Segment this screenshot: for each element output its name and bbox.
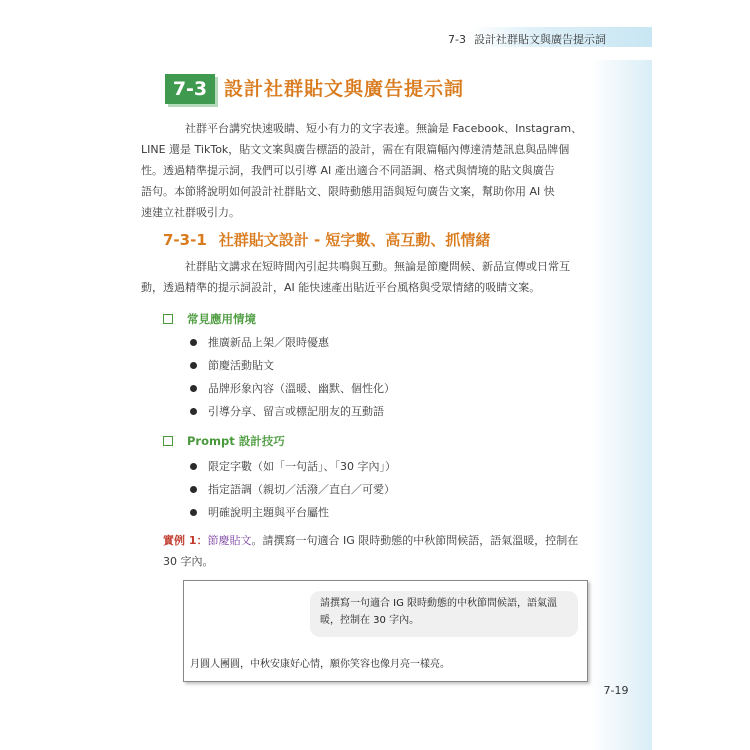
running-header	[0, 31, 606, 47]
checkbox-bullet-icon	[163, 314, 173, 324]
example-text-line-1: 。請撰寫一句適合 IG 限時動態的中秋節問候語，語氣溫暖，控制在	[251, 534, 579, 547]
subsection-number: 7-3-1	[163, 231, 207, 249]
bullet-dot-icon	[190, 339, 197, 346]
use-cases-heading-text: 常見應用情境	[187, 312, 256, 326]
running-header-title: 設計社群貼文與廣告提示詞	[474, 33, 606, 46]
intro-line-5: 速建立社群吸引力。	[141, 206, 240, 219]
sub-intro-line-1: 社群貼文講求在短時間內引起共鳴與互動。無論是節慶問候、新品宣傳或日常互	[185, 260, 570, 273]
bullet-dot-icon	[190, 362, 197, 369]
example-text-line-2: 30 字內。	[163, 555, 214, 568]
subsection-title-text: 社群貼文設計 - 短字數、高互動、抓情緒	[218, 231, 491, 249]
user-message-bubble	[310, 591, 578, 637]
list-item: 節慶活動貼文	[190, 354, 395, 377]
intro-line-1: 社群平台講究快速吸睛、短小有力的文字表達。無論是 Facebook、Instagram、	[185, 122, 583, 135]
bullet-dot-icon	[190, 509, 197, 516]
prompt-tips-list	[190, 455, 396, 524]
user-message-line-2: 暖，控制在 30 字內。	[320, 615, 420, 626]
running-header-chapter: 7-3	[448, 33, 466, 46]
example-label: 實例 1：	[163, 534, 208, 547]
section-title: 設計社群貼文與廣告提示詞	[224, 78, 465, 100]
list-item: 品牌形象內容（溫暖、幽默、個性化）	[190, 377, 395, 400]
use-cases-heading	[163, 310, 256, 328]
page-number: 7-19	[603, 684, 629, 697]
list-item: 限定字數（如「一句話」、「30 字內」）	[190, 455, 396, 478]
subsection-intro-paragraph	[141, 256, 606, 298]
list-item: 明確說明主題與平台屬性	[190, 501, 396, 524]
list-item: 推廣新品上架／限時優惠	[190, 331, 395, 354]
list-item: 引導分享、留言或標記朋友的互動語	[190, 400, 395, 423]
checkbox-bullet-icon	[163, 436, 173, 446]
example-topic: 節慶貼文	[207, 534, 252, 547]
section-intro-paragraph	[141, 118, 606, 223]
user-message-line-1: 請撰寫一句適合 IG 限時動態的中秋節問候語，語氣溫	[320, 598, 558, 609]
bullet-dot-icon	[190, 486, 197, 493]
ai-reply-text: 月圓人團圓，中秋安康好心情，願你笑容也像月亮一樣亮。	[190, 659, 450, 670]
subsection-title	[163, 228, 490, 252]
intro-line-2: LINE 還是 TikTok，貼文文案與廣告標語的設計，需在有限篇幅內傳達清楚訊息與品牌個	[141, 143, 570, 156]
prompt-tips-heading	[163, 432, 285, 450]
section-number-badge: 7-3	[165, 74, 215, 104]
bullet-dot-icon	[190, 408, 197, 415]
bullet-dot-icon	[190, 463, 197, 470]
intro-line-4: 語句。本節將說明如何設計社群貼文、限時動態用語與短句廣告文案，幫助你用 AI 快	[141, 185, 555, 198]
list-item: 指定語調（親切／活潑／直白／可愛）	[190, 478, 396, 501]
example-paragraph	[163, 530, 606, 572]
prompt-tips-heading-text: Prompt 設計技巧	[187, 434, 285, 448]
chat-screenshot	[183, 580, 588, 682]
sub-intro-line-2: 動，透過精準的提示詞設計，AI 能快速產出貼近平台風格與受眾情緒的吸睛文案。	[141, 281, 541, 294]
intro-line-3: 性。透過精準提示詞，我們可以引導 AI 產出適合不同語調、格式與情境的貼文與廣告	[141, 164, 555, 177]
bullet-dot-icon	[190, 385, 197, 392]
use-cases-list	[190, 331, 395, 423]
